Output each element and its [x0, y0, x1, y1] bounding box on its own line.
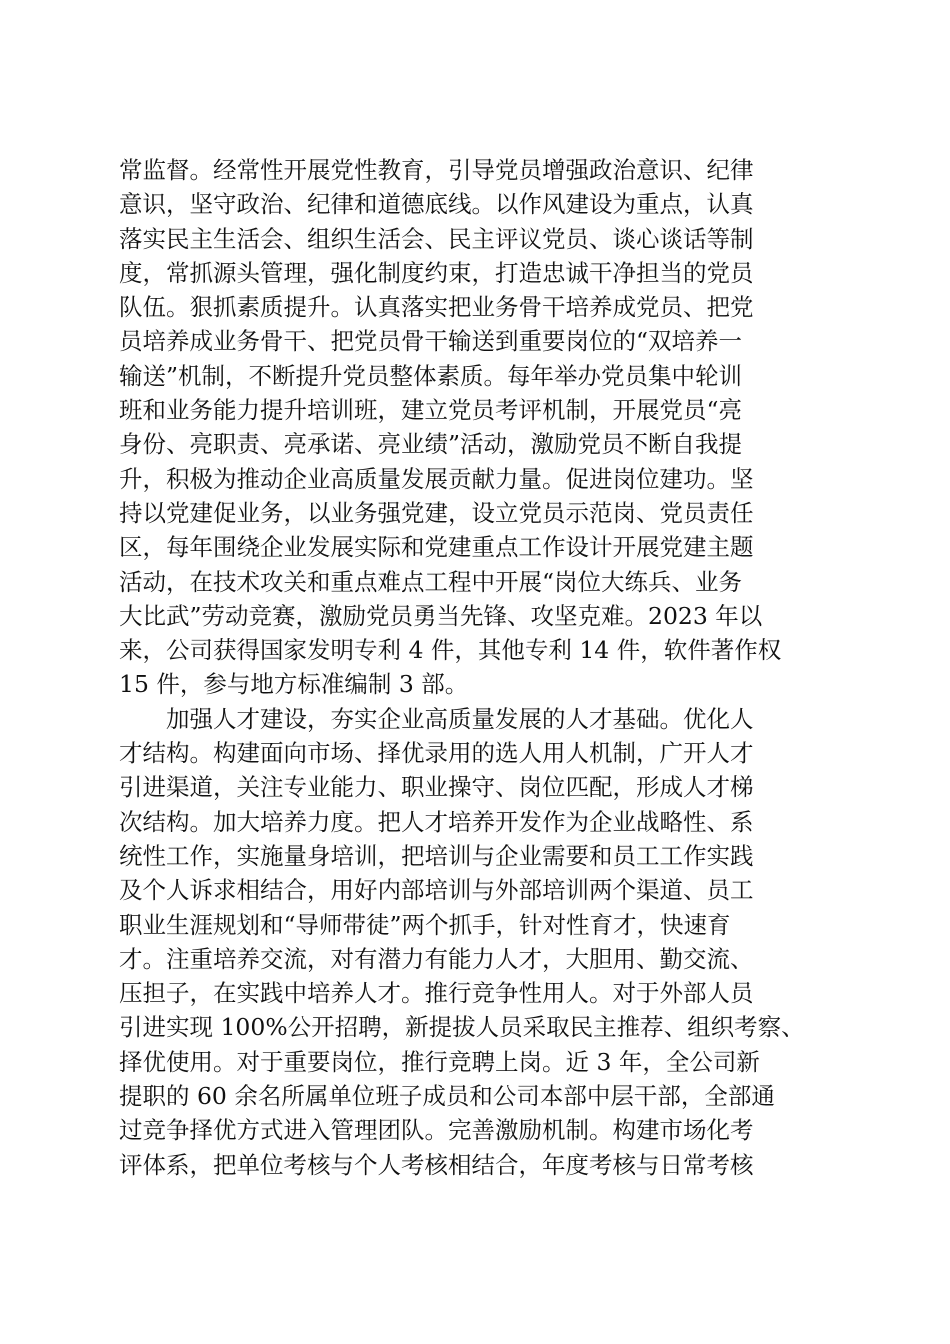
text-line: 才。注重培养交流，对有潜力有能力人才，大胆用、勤交流、: [119, 944, 754, 973]
text-line: 评体系，把单位考核与个人考核相结合，年度考核与日常考核: [119, 1150, 754, 1179]
text-line: 择优使用。对于重要岗位，推行竞聘上岗。近 3 年，全公司新: [119, 1047, 760, 1076]
text-line: 度，常抓源头管理，强化制度约束，打造忠诚干净担当的党员: [119, 258, 754, 287]
text-line: 意识，坚守政治、纪律和道德底线。以作风建设为重点，认真: [119, 190, 754, 219]
text-line: 过竞争择优方式进入管理团队。完善激励机制。构建市场化考: [119, 1116, 754, 1145]
text-line: 引进实现 100%公开招聘，新提拔人员采取民主推荐、组织考察、: [119, 1013, 805, 1042]
text-line: 大比武”劳动竞赛，激励党员勇当先锋、攻坚克难。2023 年以: [119, 601, 763, 630]
text-line: 员培养成业务骨干、把党员骨干输送到重要岗位的“双培养一: [119, 327, 743, 356]
text-line: 身份、亮职责、亮承诺、亮业绩”活动，激励党员不断自我提: [119, 430, 743, 459]
text-line: 才结构。构建面向市场、择优录用的选人用人机制，广开人才: [119, 739, 754, 768]
text-line: 队伍。狠抓素质提升。认真落实把业务骨干培养成党员、把党: [119, 293, 754, 322]
text-line: 次结构。加大培养力度。把人才培养开发作为企业战略性、系: [119, 807, 754, 836]
text-line: 活动，在技术攻关和重点难点工程中开展“岗位大练兵、业务: [119, 567, 743, 596]
text-line: 区，每年围绕企业发展实际和党建重点工作设计开展党建主题: [119, 533, 754, 562]
text-line: 班和业务能力提升培训班，建立党员考评机制，开展党员“亮: [119, 396, 743, 425]
text-line: 统性工作，实施量身培训，把培训与企业需要和员工工作实践: [119, 841, 754, 870]
text-line: 加强人才建设，夯实企业高质量发展的人才基础。优化人: [119, 704, 754, 733]
text-line: 15 件，参与地方标准编制 3 部。: [119, 670, 469, 699]
text-line: 持以党建促业务，以业务强党建，设立党员示范岗、党员责任: [119, 498, 754, 527]
text-line: 输送”机制，不断提升党员整体素质。每年举办党员集中轮训: [119, 361, 743, 390]
text-line: 引进渠道，关注专业能力、职业操守、岗位匹配，形成人才梯: [119, 773, 754, 802]
text-line: 来，公司获得国家发明专利 4 件，其他专利 14 件，软件著作权: [119, 636, 782, 665]
text-line: 落实民主生活会、组织生活会、民主评议党员、谈心谈话等制: [119, 224, 754, 253]
text-line: 职业生涯规划和“导师带徒”两个抓手，针对性育才，快速育: [119, 910, 731, 939]
text-line: 常监督。经常性开展党性教育，引导党员增强政治意识、纪律: [119, 156, 754, 184]
body-text: [119, 153, 839, 1182]
text-line: 压担子，在实践中培养人才。推行竞争性用人。对于外部人员: [119, 979, 754, 1008]
text-line: 升，积极为推动企业高质量发展贡献力量。促进岗位建功。坚: [119, 464, 754, 493]
text-line: 提职的 60 余名所属单位班子成员和公司本部中层干部，全部通: [119, 1082, 775, 1111]
text-line: 及个人诉求相结合，用好内部培训与外部培训两个渠道、员工: [119, 876, 754, 905]
